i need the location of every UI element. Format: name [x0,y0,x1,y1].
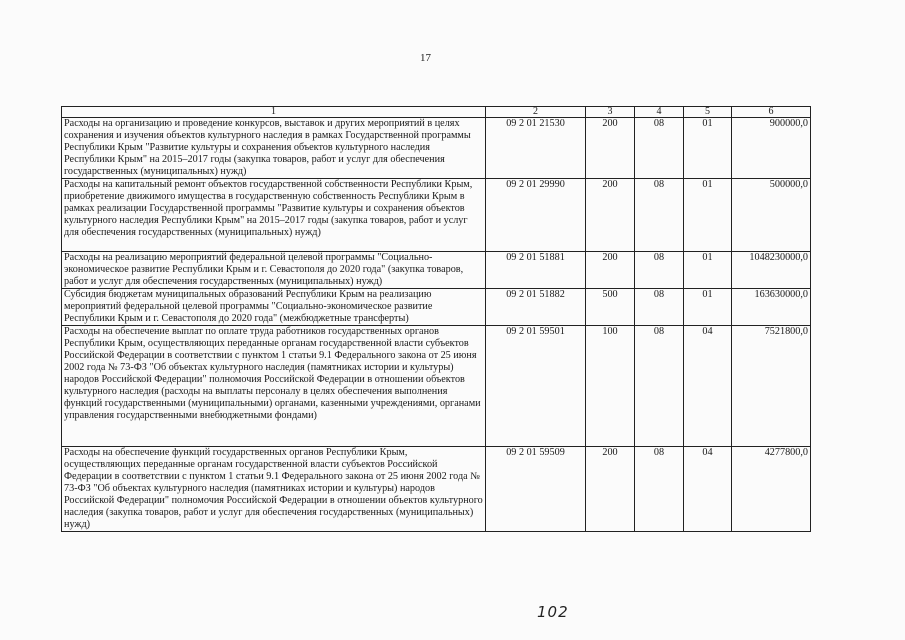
subsection-code: 01 [684,118,732,179]
column-header: 2 [486,107,586,118]
expense-description: Расходы на реализацию мероприятий федеральной целевой программы "Социально-экономическое развитие Республики Крым и г. Севастополя до 2020 года" (закупка товаров, работ и услуг для обеспечения государственных (муниципальных) нужд) [62,252,486,289]
expense-description: Расходы на обеспечение функций государственных органов Республики Крым, осуществляющих переданные органам государственной власти субъектов Российской Федерации в соответствии с пунктом 1 статьи 9.1 Федерального закона от 25 июня 2002 года № 73-ФЗ "Об объектах культурного наследия (памятниках истории и культуры) народов Российской Федерации" полномочия Российской Федерации в отношении объектов культурного наследия (закупка товаров, работ и услуг для обеспечения государственных (муниципальных) нужд) [62,447,486,532]
table-row [62,179,811,252]
table-row [62,289,811,326]
target-article-code: 09 2 01 51881 [486,252,586,289]
column-header: 5 [684,107,732,118]
budget-table [61,106,811,532]
section-code: 08 [635,289,684,326]
expense-description: Субсидия бюджетам муниципальных образований Республики Крым на реализацию мероприятий федеральной целевой программы "Социально-экономическое развитие Республики Крым и г. Севастополя до 2020 года" (межбюджетные трансферты) [62,289,486,326]
subsection-code: 01 [684,252,732,289]
expense-type-code: 200 [586,118,635,179]
expense-type-code: 200 [586,447,635,532]
table-row [62,447,811,532]
column-header: 3 [586,107,635,118]
expense-type-code: 200 [586,179,635,252]
amount: 500000,0 [732,179,811,252]
column-header: 4 [635,107,684,118]
expense-type-code: 100 [586,326,635,447]
section-code: 08 [635,179,684,252]
subsection-code: 04 [684,326,732,447]
amount: 1048230000,0 [732,252,811,289]
section-code: 08 [635,326,684,447]
section-code: 08 [635,252,684,289]
page-number: 17 [420,52,431,64]
table-header-row [62,107,811,118]
expense-description: Расходы на капитальный ремонт объектов государственной собственности Республики Крым, приобретение движимого имущества в государственную собственность Республики Крым в рамках реализации Государственной программы "Развитие культуры и сохранения объектов культурного наследия Республики Крым" на 2015–2017 годы (закупка товаров, работ и услуг для обеспечения государственных (муниципальных) нужд) [62,179,486,252]
column-header: 6 [732,107,811,118]
subsection-code: 01 [684,289,732,326]
target-article-code: 09 2 01 59501 [486,326,586,447]
target-article-code: 09 2 01 59509 [486,447,586,532]
expense-type-code: 500 [586,289,635,326]
expense-type-code: 200 [586,252,635,289]
amount: 900000,0 [732,118,811,179]
target-article-code: 09 2 01 51882 [486,289,586,326]
handwritten-page-mark: 102 [537,603,569,621]
target-article-code: 09 2 01 21530 [486,118,586,179]
subsection-code: 04 [684,447,732,532]
target-article-code: 09 2 01 29990 [486,179,586,252]
amount: 7521800,0 [732,326,811,447]
column-header: 1 [62,107,486,118]
subsection-code: 01 [684,179,732,252]
section-code: 08 [635,447,684,532]
table-row [62,326,811,447]
table-row [62,252,811,289]
amount: 4277800,0 [732,447,811,532]
expense-description: Расходы на обеспечение выплат по оплате труда работников государственных органов Республики Крым, осуществляющих переданные органам государственной власти субъектов Российской Федерации в соответствии с пунктом 1 статьи 9.1 Федерального закона от 25 июня 2002 года № 73-ФЗ "Об объектах культурного наследия (памятниках истории и культуры) народов Российской Федерации" полномочия Российской Федерации в отношении объектов культурного наследия (расходы на выплаты персоналу в целях обеспечения выполнения функций государственными (муниципальными) органами, казенными учреждениями, органами управления государственными внебюджетными фондами) [62,326,486,447]
section-code: 08 [635,118,684,179]
amount: 163630000,0 [732,289,811,326]
expense-description: Расходы на организацию и проведение конкурсов, выставок и других мероприятий в целях сохранения и изучения объектов культурного наследия в рамках Государственной программы Республики Крым "Развитие культуры и сохранения объектов культурного наследия Республики Крым" на 2015–2017 годы (закупка товаров, работ и услуг для обеспечения государственных (муниципальных) нужд) [62,118,486,179]
table-row [62,118,811,179]
